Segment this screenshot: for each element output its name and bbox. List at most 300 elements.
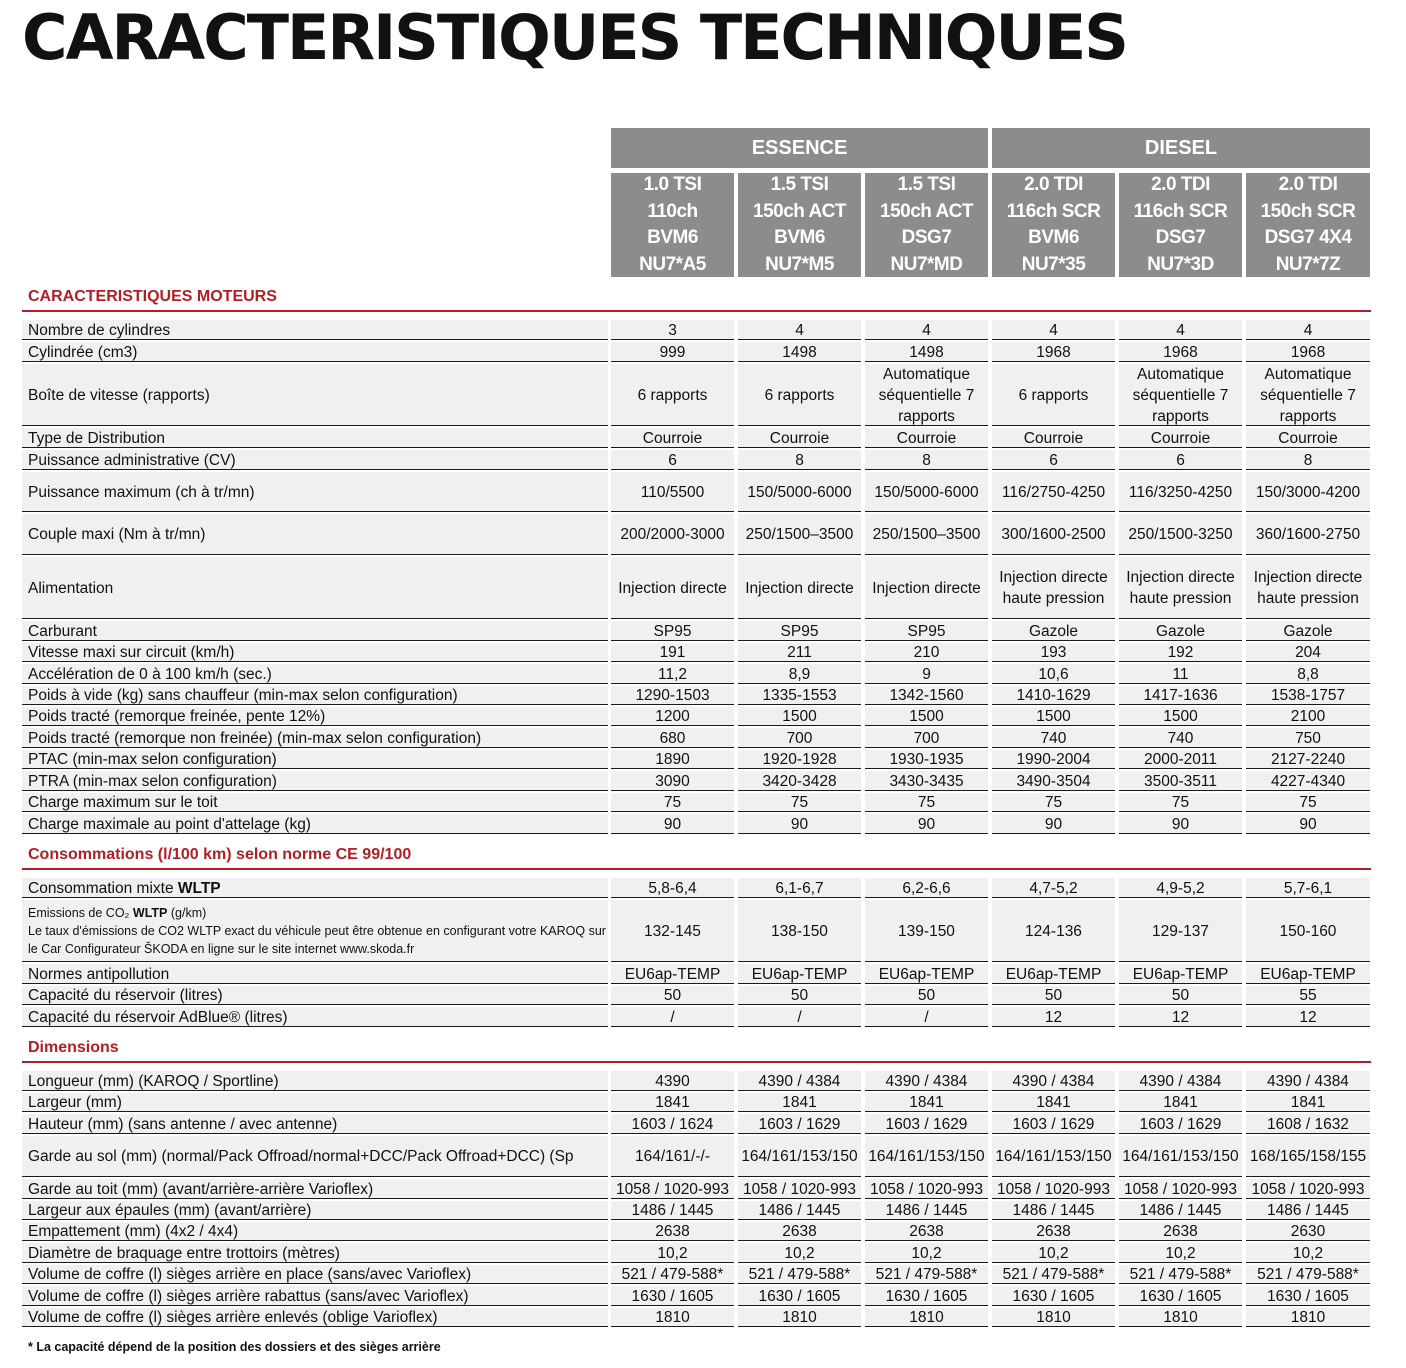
row-value-text: 1603 / 1629 [885, 1115, 968, 1133]
row-label-text: Puissance administrative (CV) [28, 451, 236, 469]
row-value [611, 1201, 734, 1220]
row-value [611, 320, 734, 340]
row-value [1119, 621, 1242, 641]
row-value [738, 428, 861, 448]
row-value-text: 1058 / 1020-993 [997, 1180, 1110, 1198]
row-label-text: Hauteur (mm) (sans antenne / avec antenne) [28, 1115, 338, 1133]
row-value [738, 320, 861, 340]
row-value [1246, 1179, 1370, 1199]
row-value [1119, 1114, 1242, 1134]
row-value [992, 878, 1115, 898]
row-value-text: 168/165/158/155 [1249, 1148, 1367, 1165]
row-value [865, 472, 988, 512]
table-row [0, 428, 1406, 450]
row-value-text: 150/5000-6000 [874, 483, 979, 501]
row-value-text: 3490-3504 [1016, 772, 1091, 790]
row-value [611, 793, 734, 812]
row-value [1246, 1071, 1370, 1091]
row-value-text: 1486 / 1445 [758, 1202, 841, 1219]
row-value-text: 700 [786, 729, 813, 747]
row-value [1119, 1222, 1242, 1241]
row-value-text: 10,2 [911, 1244, 942, 1262]
row-value [992, 557, 1115, 619]
row-value-text: 139-150 [898, 922, 955, 940]
row-value-text: 3090 [655, 772, 690, 790]
row-label-text: Garde au sol (mm) (normal/Pack Offroad/normal+DCC/Pack Offroad+DCC) (Sp [28, 1148, 574, 1165]
row-value-text: 10,2 [1038, 1244, 1069, 1262]
row-value-text: 150/5000-6000 [747, 483, 852, 501]
row-value-text: 116/2750-4250 [1001, 483, 1106, 501]
row-label-suffix: (g/km) [170, 906, 207, 920]
row-value-text: 1630 / 1605 [758, 1287, 841, 1305]
engine-header [1119, 173, 1242, 277]
row-value [1246, 364, 1370, 426]
row-value [1246, 814, 1370, 834]
row-value-text: Injection directe haute pression [1126, 569, 1235, 607]
row-value-text: 1058 / 1020-993 [616, 1180, 729, 1198]
row-value-text: 1342-1560 [889, 687, 964, 704]
row-value [992, 1222, 1115, 1241]
row-label-text: Charge maximale au point d'attelage (kg) [28, 815, 311, 833]
row-value [992, 342, 1115, 362]
group-header-diesel: DIESEL [992, 128, 1370, 168]
row-value [992, 643, 1115, 662]
row-value-text: 2638 [655, 1223, 690, 1240]
row-value-text: 164/161/153/150 [741, 1148, 858, 1165]
row-value-text: 3420-3428 [762, 772, 837, 790]
row-value [1119, 1265, 1242, 1284]
row-value-text: 1920-1928 [762, 751, 837, 768]
row-label-text: Empattement (mm) (4x2 / 4x4) [28, 1223, 239, 1240]
row-value [1246, 342, 1370, 362]
row-value [992, 514, 1115, 555]
row-value [1119, 1136, 1242, 1177]
row-value [1119, 342, 1242, 362]
row-value-text: 360/1600-2750 [1255, 526, 1361, 543]
row-value-text: 1810 [782, 1309, 817, 1326]
row-value [738, 878, 861, 898]
row-value [738, 1243, 861, 1263]
row-value [1119, 1201, 1242, 1220]
row-value [992, 1136, 1115, 1177]
row-value-text: 75 [663, 794, 682, 811]
row-value-text: Gazole [1028, 622, 1079, 640]
table-row [0, 450, 1406, 472]
row-value-text: 12 [1044, 1008, 1063, 1026]
row-value-text: 1968 [1036, 343, 1071, 361]
row-value-text: 250/1500–3500 [872, 526, 981, 543]
row-value [992, 750, 1115, 769]
row-value-text: 200/2000-3000 [620, 526, 725, 543]
row-value-text: 192 [1167, 644, 1194, 661]
row-value-text: 4,7-5,2 [1029, 879, 1078, 897]
row-value [1246, 472, 1370, 512]
engine-header-line: NU7*3D [1147, 253, 1214, 275]
row-value [992, 320, 1115, 340]
row-label-text: Accélération de 0 à 100 km/h (sec.) [28, 665, 272, 683]
row-value-text: 90 [1044, 815, 1063, 833]
engine-header [865, 173, 988, 277]
row-value [738, 771, 861, 791]
row-value-text: 8 [795, 451, 804, 469]
row-value [611, 1093, 734, 1112]
row-value [738, 900, 861, 962]
row-label [22, 621, 608, 641]
row-value-text: 164/161/-/- [635, 1148, 710, 1165]
engine-header-line: NU7*MD [890, 253, 963, 275]
row-label [22, 686, 608, 705]
row-value [1119, 1007, 1242, 1027]
row-value [611, 986, 734, 1005]
row-value [738, 1071, 861, 1091]
row-value [611, 686, 734, 705]
row-value-text: 10,2 [657, 1244, 688, 1262]
row-value [1246, 1093, 1370, 1112]
row-label [22, 1222, 608, 1241]
row-value-text: 5,7-6,1 [1283, 879, 1333, 897]
row-value-text: 55 [1299, 987, 1317, 1004]
row-value [738, 793, 861, 812]
row-value [1246, 1007, 1370, 1027]
engine-header-line: 2.0 TDI [1024, 174, 1083, 195]
row-value-text: Automatique séquentielle 7 rapports [1132, 365, 1229, 425]
row-label-text: Largeur (mm) [28, 1094, 122, 1111]
row-value [611, 1222, 734, 1241]
row-value-text: 2638 [1163, 1223, 1198, 1240]
row-label [22, 900, 608, 962]
row-value [865, 1071, 988, 1091]
row-value-text: 90 [1299, 815, 1317, 833]
table-row [0, 643, 1406, 664]
row-value [1119, 707, 1242, 726]
section-divider [22, 868, 1371, 870]
table-row [0, 771, 1406, 793]
row-value-text: EU6ap-TEMP [1260, 965, 1356, 983]
row-value [992, 686, 1115, 705]
row-value [992, 621, 1115, 641]
row-value [865, 707, 988, 726]
row-value-text: 1538-1757 [1270, 687, 1346, 704]
row-value [992, 1093, 1115, 1112]
row-label [22, 428, 608, 448]
row-label [22, 814, 608, 834]
row-value [1246, 707, 1370, 726]
row-value-text: 4390 / 4384 [885, 1072, 968, 1090]
row-value-text: Automatique séquentielle 7 rapports [878, 365, 975, 425]
row-value-text: 1810 [1163, 1309, 1198, 1326]
row-value-text: 1890 [655, 751, 690, 768]
row-label-text: Type de Distribution [28, 429, 165, 447]
row-label-text [28, 904, 606, 958]
engine-header-line: 2.0 TDI [1151, 174, 1210, 195]
row-value-text: EU6ap-TEMP [1005, 965, 1102, 983]
row-value [1246, 1114, 1370, 1134]
row-value-text: 6,1-6,7 [775, 879, 824, 897]
row-value [1119, 1286, 1242, 1306]
row-label-text: Volume de coffre (l) sièges arrière enlevés (oblige Varioflex) [28, 1309, 438, 1326]
engine-header-line: 2.0 TDI [1278, 174, 1338, 195]
row-value-text: 1841 [1290, 1094, 1326, 1111]
row-value [738, 450, 861, 470]
row-value-text: 1841 [1036, 1094, 1071, 1111]
row-value [992, 707, 1115, 726]
row-value [865, 964, 988, 984]
table-row [0, 793, 1406, 814]
row-value [1119, 664, 1242, 684]
row-label-text: Couple maxi (Nm à tr/mn) [28, 526, 206, 543]
row-value-text: Gazole [1155, 622, 1206, 640]
row-label-text: Carburant [28, 622, 97, 640]
row-value [1119, 750, 1242, 769]
row-value-text: 1500 [1163, 708, 1198, 725]
row-value-text: EU6ap-TEMP [1132, 965, 1229, 983]
row-value-text: EU6ap-TEMP [751, 965, 848, 983]
row-value-text: 211 [787, 644, 812, 661]
row-label [22, 1179, 608, 1199]
row-value-text: 999 [659, 343, 686, 361]
row-value-text: 1630 / 1605 [885, 1287, 968, 1305]
row-value-text: 8,8 [1297, 665, 1319, 683]
row-value [865, 621, 988, 641]
row-value [611, 621, 734, 641]
row-value-text: 90 [663, 815, 682, 833]
row-value [611, 771, 734, 791]
row-value-text: 129-137 [1152, 922, 1209, 940]
row-value [1119, 1179, 1242, 1199]
row-value-text: 124-136 [1025, 922, 1082, 940]
row-value [1119, 364, 1242, 426]
row-value-text: 75 [1171, 794, 1190, 811]
row-value [738, 1093, 861, 1112]
row-label-text: Largeur aux épaules (mm) (avant/arrière) [28, 1202, 312, 1219]
row-label [22, 1007, 608, 1027]
row-value [1119, 986, 1242, 1005]
row-value [992, 964, 1115, 984]
row-label-text: Nombre de cylindres [28, 321, 171, 339]
row-value [738, 707, 861, 726]
row-value [1119, 771, 1242, 791]
row-label [22, 728, 608, 748]
row-value-text: 1498 [782, 343, 817, 361]
engine-header-line: BVM6 [647, 227, 698, 248]
row-value-text: 1841 [909, 1094, 944, 1111]
engine-header-line: NU7*7Z [1275, 253, 1341, 275]
row-value-text: Injection directe [618, 579, 727, 597]
row-value-text: 3430-3435 [889, 772, 964, 790]
row-value-text: 11,2 [657, 665, 688, 683]
table-row [0, 1286, 1406, 1308]
engine-header-line: 1.0 TSI [643, 174, 702, 195]
row-label-text: Boîte de vitesse (rapports) [28, 386, 210, 404]
row-value [611, 728, 734, 748]
row-value [992, 1071, 1115, 1091]
row-value [738, 814, 861, 834]
row-value [611, 1308, 734, 1327]
row-value [738, 728, 861, 748]
row-value [1119, 793, 1242, 812]
row-value-text: 2638 [909, 1223, 944, 1240]
engine-header [992, 173, 1115, 277]
row-value [992, 364, 1115, 426]
row-value-text: 6 rapports [1018, 386, 1089, 404]
row-value [1246, 986, 1370, 1005]
row-value [1119, 450, 1242, 470]
row-value-text: 4 [1176, 321, 1185, 339]
row-label-text: Poids à vide (kg) sans chauffeur (min-max selon configuration) [28, 687, 458, 704]
row-value-text: 1630 / 1605 [1139, 1287, 1222, 1305]
row-value-text: 10,2 [784, 1244, 815, 1262]
row-value [865, 1007, 988, 1027]
row-value [865, 1093, 988, 1112]
engine-header-line: 150ch SCR [1260, 200, 1356, 222]
table-row [0, 1136, 1406, 1179]
row-value [865, 1286, 988, 1306]
row-value-text: 1486 / 1445 [1012, 1202, 1095, 1219]
row-value [992, 1201, 1115, 1220]
row-value [611, 814, 734, 834]
row-value-text: 210 [913, 644, 940, 661]
row-value-text: 1498 [909, 343, 944, 361]
row-value [611, 1071, 734, 1091]
row-value-text: EU6ap-TEMP [878, 965, 975, 983]
table-row [0, 1071, 1406, 1093]
row-value-text: 740 [1040, 729, 1067, 747]
table-row [0, 728, 1406, 750]
row-value [611, 750, 734, 769]
row-label [22, 1243, 608, 1263]
row-value [1246, 793, 1370, 812]
row-value [611, 1136, 734, 1177]
table-row [0, 320, 1406, 342]
row-value-text: 4227-4340 [1270, 772, 1346, 790]
row-value-text: 1630 / 1605 [1267, 1287, 1349, 1305]
row-value [611, 964, 734, 984]
row-value [1119, 1243, 1242, 1263]
row-value [1246, 428, 1370, 448]
row-label-text: Poids tracté (remorque non freinée) (min-max selon configuration) [28, 729, 482, 747]
row-value [865, 664, 988, 684]
row-value [865, 771, 988, 791]
row-value-text: 1608 / 1632 [1267, 1115, 1349, 1133]
row-value [1246, 664, 1370, 684]
row-value-text: 2638 [1036, 1223, 1071, 1240]
row-value-text: 1500 [1036, 708, 1071, 725]
row-value-text: / [670, 1008, 675, 1026]
row-value-text: 1930-1935 [889, 751, 964, 768]
row-value-text: 1500 [782, 708, 817, 725]
row-value [611, 643, 734, 662]
row-value [611, 342, 734, 362]
engine-header [738, 173, 861, 277]
row-label-text: Volume de coffre (l) sièges arrière en place (sans/avec Varioflex) [28, 1266, 472, 1283]
row-value-text: 4390 / 4384 [1267, 1072, 1349, 1090]
engine-header-line: 150ch ACT [753, 200, 846, 222]
row-label-text: Capacité du réservoir AdBlue® (litres) [28, 1008, 288, 1026]
page-title: CARACTERISTIQUES TECHNIQUES [22, 1, 1127, 74]
row-label [22, 793, 608, 812]
row-label [22, 964, 608, 984]
row-value [1246, 900, 1370, 962]
row-value-text: 4 [795, 321, 804, 339]
row-value-text: 110/5500 [640, 483, 705, 501]
row-value-text: 75 [917, 794, 936, 811]
row-value-text: Courroie [1278, 429, 1338, 447]
row-value-text: 75 [1299, 794, 1317, 811]
row-value [1246, 320, 1370, 340]
row-value [992, 771, 1115, 791]
row-value-text: 4 [1049, 321, 1058, 339]
row-value-text: Courroie [1150, 429, 1211, 447]
row-value-text: 1841 [655, 1094, 690, 1111]
row-value [1246, 964, 1370, 984]
row-value-text: SP95 [780, 622, 819, 640]
row-value [992, 814, 1115, 834]
row-value [1119, 1308, 1242, 1327]
row-value-text: 164/161/153/150 [868, 1148, 985, 1165]
row-label-text: Cylindrée (cm3) [28, 343, 138, 361]
row-value-text: Injection directe haute pression [1253, 569, 1363, 607]
row-value [1119, 428, 1242, 448]
row-value-text: SP95 [907, 622, 946, 640]
table-row [0, 1114, 1406, 1136]
row-value [1246, 878, 1370, 898]
row-value-text: 1486 / 1445 [1139, 1202, 1222, 1219]
row-value-text: 1200 [655, 708, 690, 725]
row-label [22, 771, 608, 791]
row-value [611, 1007, 734, 1027]
row-value [865, 793, 988, 812]
row-value [992, 1007, 1115, 1027]
row-label-text: Puissance maximum (ch à tr/mn) [28, 483, 255, 501]
row-value [865, 750, 988, 769]
row-value [865, 1136, 988, 1177]
row-value [1119, 686, 1242, 705]
row-label [22, 320, 608, 340]
row-value [865, 514, 988, 555]
engine-header-line: NU7*A5 [639, 253, 706, 275]
row-label-text: Alimentation [28, 579, 114, 597]
row-value-text: 4 [922, 321, 931, 339]
row-value-text: 750 [1295, 729, 1321, 747]
row-value-text: 1486 / 1445 [1267, 1202, 1349, 1219]
engine-header-line: 116ch SCR [1133, 200, 1228, 222]
row-value [738, 364, 861, 426]
row-value-text: 2000-2011 [1144, 751, 1217, 768]
row-value [992, 793, 1115, 812]
row-value-text: 1841 [782, 1094, 817, 1111]
row-label [22, 707, 608, 726]
row-value-text: 740 [1167, 729, 1194, 747]
row-value [865, 900, 988, 962]
row-value-text: 1841 [1163, 1094, 1198, 1111]
row-value-text: 50 [1044, 987, 1063, 1004]
row-value-text: 90 [1171, 815, 1190, 833]
row-value-text: 164/161/153/150 [995, 1148, 1112, 1165]
row-value [611, 1265, 734, 1284]
row-label [22, 557, 608, 619]
row-value [865, 1179, 988, 1199]
row-value-text: Courroie [769, 429, 830, 447]
footnote: * La capacité dépend de la position des dossiers et des sièges arrière [28, 1340, 441, 1354]
table-row [0, 1007, 1406, 1029]
row-value [1246, 1201, 1370, 1220]
row-label-text: Normes antipollution [28, 965, 170, 983]
row-value-text: 4390 / 4384 [1012, 1072, 1095, 1090]
row-label-text: Volume de coffre (l) sièges arrière rabattus (sans/avec Varioflex) [28, 1287, 469, 1305]
row-value-text: 1603 / 1624 [631, 1115, 714, 1133]
row-value [738, 1179, 861, 1199]
row-value [1246, 621, 1370, 641]
